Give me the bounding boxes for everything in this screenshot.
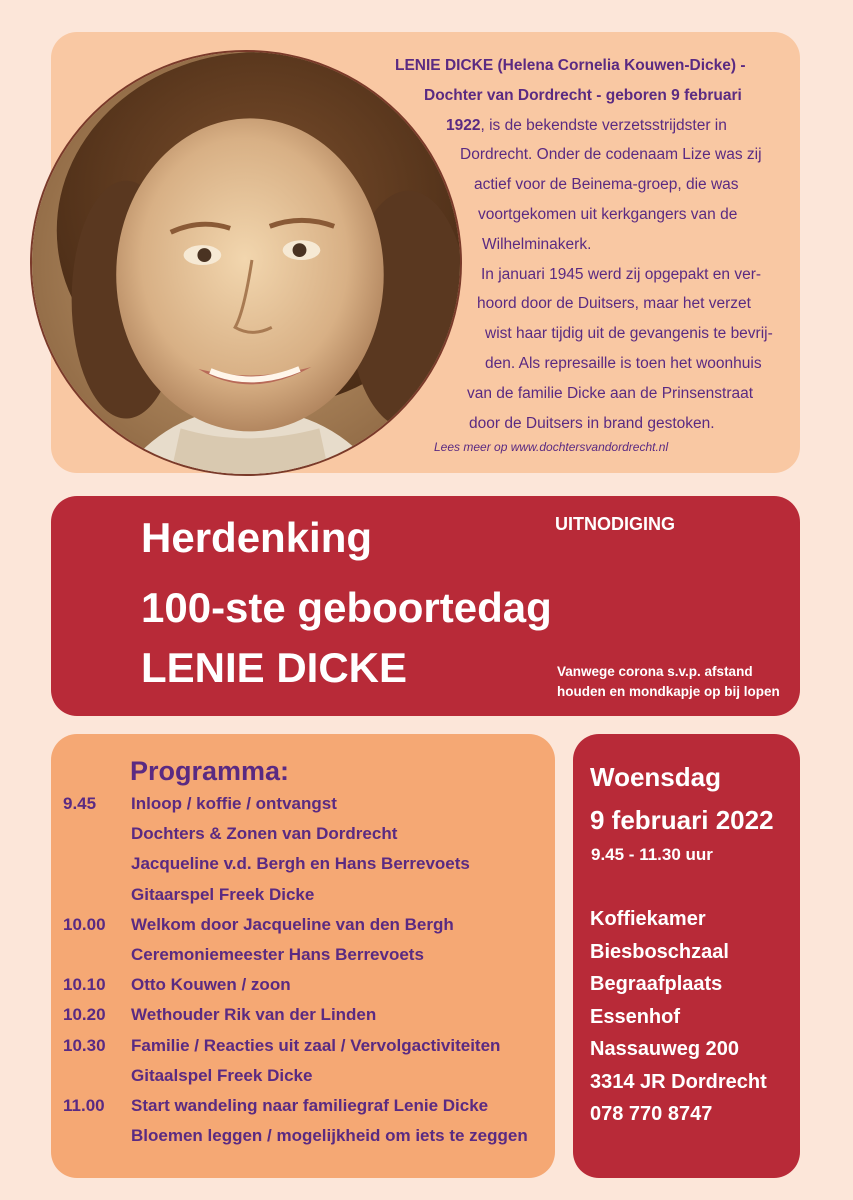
bio-line: Wilhelminakerk.	[482, 235, 592, 253]
title-line-3: LENIE DICKE	[141, 644, 408, 691]
programme-time: 10.00	[63, 914, 106, 934]
bio-line: Dochter van Dordrecht - geboren 9 februari	[424, 86, 742, 104]
programme-row	[0, 915, 560, 945]
programme-row	[0, 794, 560, 824]
venue-line: Begraafplaats	[590, 973, 723, 995]
bio-line: wist haar tijdig uit de gevangenis te bevrij-	[485, 325, 773, 343]
programme-time: 10.30	[63, 1035, 106, 1055]
programme-row	[0, 1036, 560, 1066]
website-link[interactable]: Lees meer op www.dochtersvandordrecht.nl	[434, 440, 669, 454]
venue-line: 3314 JR Dordrecht	[590, 1070, 767, 1093]
programme-row	[0, 1126, 560, 1156]
programme-item: Otto Kouwen / zoon	[131, 975, 291, 995]
bio-line: actief voor de Beinema-groep, die was	[474, 176, 739, 194]
venue-line: Koffiekamer	[590, 908, 706, 930]
programme-time: 9.45	[63, 794, 97, 813]
programme-item: Gitaalspel Freek Dicke	[131, 1065, 313, 1085]
programme-row	[0, 885, 560, 915]
programme-item: Dochters & Zonen van Dordrecht	[131, 824, 398, 844]
programme-heading: Programma:	[130, 756, 290, 786]
programme-time: 10.10	[63, 975, 106, 995]
event-hours: 9.45 - 11.30 uur	[591, 845, 713, 864]
title-line-2: 100-ste geboortedag	[141, 584, 552, 631]
bio-line: Dordrecht. Onder de codenaam Lize was zij	[460, 146, 762, 164]
programme-item: Jacqueline v.d. Bergh en Hans Berrevoets	[131, 854, 470, 874]
programme-row	[0, 854, 560, 884]
bio-line: van de familie Dicke aan de Prinsenstraat	[467, 384, 754, 402]
bio-line: In januari 1945 werd zij opgepakt en ver-	[481, 265, 762, 283]
corona-notice-line-1: Vanwege corona s.v.p. afstand	[557, 664, 753, 679]
venue-line: Biesboschzaal	[590, 940, 729, 963]
programme-item: Familie / Reacties uit zaal / Vervolgactiviteiten	[131, 1035, 501, 1055]
bio-line: 1922, is de bekendste verzetsstrijdster in	[446, 116, 727, 134]
programme-row	[0, 1096, 560, 1126]
venue-line: 078 770 8747	[590, 1103, 713, 1125]
programme-row	[0, 1066, 560, 1096]
event-date: 9 februari 2022	[590, 805, 774, 835]
bio-line: LENIE DICKE (Helena Cornelia Kouwen-Dicke) -	[395, 57, 746, 74]
programme-row	[0, 824, 560, 854]
bio-line: hoord door de Duitsers, maar het verzet	[477, 295, 751, 313]
bio-line: door de Duitsers in brand gestoken.	[469, 414, 715, 432]
corona-notice-line-2: houden en mondkapje op bij lopen	[557, 684, 780, 699]
bio-line: voortgekomen uit kerkgangers van de	[478, 206, 738, 223]
portrait-photo	[30, 50, 462, 476]
programme-row	[0, 1005, 560, 1035]
programme-item: Welkom door Jacqueline van den Bergh	[131, 914, 454, 934]
title-line-1: Herdenking	[141, 514, 373, 561]
programme-item: Start wandeling naar familiegraf Lenie Dicke	[131, 1096, 489, 1115]
programme-item: Ceremoniemeester Hans Berrevoets	[131, 945, 424, 964]
programme-item: Bloemen leggen / mogelijkheid om iets te zeggen	[131, 1126, 528, 1146]
venue-line: Nassauweg 200	[590, 1038, 739, 1060]
programme-item: Wethouder Rik van der Linden	[131, 1005, 377, 1025]
programme-item: Inloop / koffie / ontvangst	[131, 794, 337, 813]
programme-time: 11.00	[63, 1096, 105, 1115]
venue-line: Essenhof	[590, 1005, 681, 1028]
invitation-badge: UITNODIGING	[555, 514, 675, 534]
event-day: Woensdag	[590, 762, 721, 792]
programme-row	[0, 945, 560, 975]
programme-item: Gitaarspel Freek Dicke	[131, 884, 315, 904]
corona-notice	[557, 662, 780, 702]
bio-line: den. Als represaille is toen het woonhuis	[485, 355, 762, 372]
programme-time: 10.20	[63, 1005, 106, 1025]
programme-row	[0, 975, 560, 1005]
